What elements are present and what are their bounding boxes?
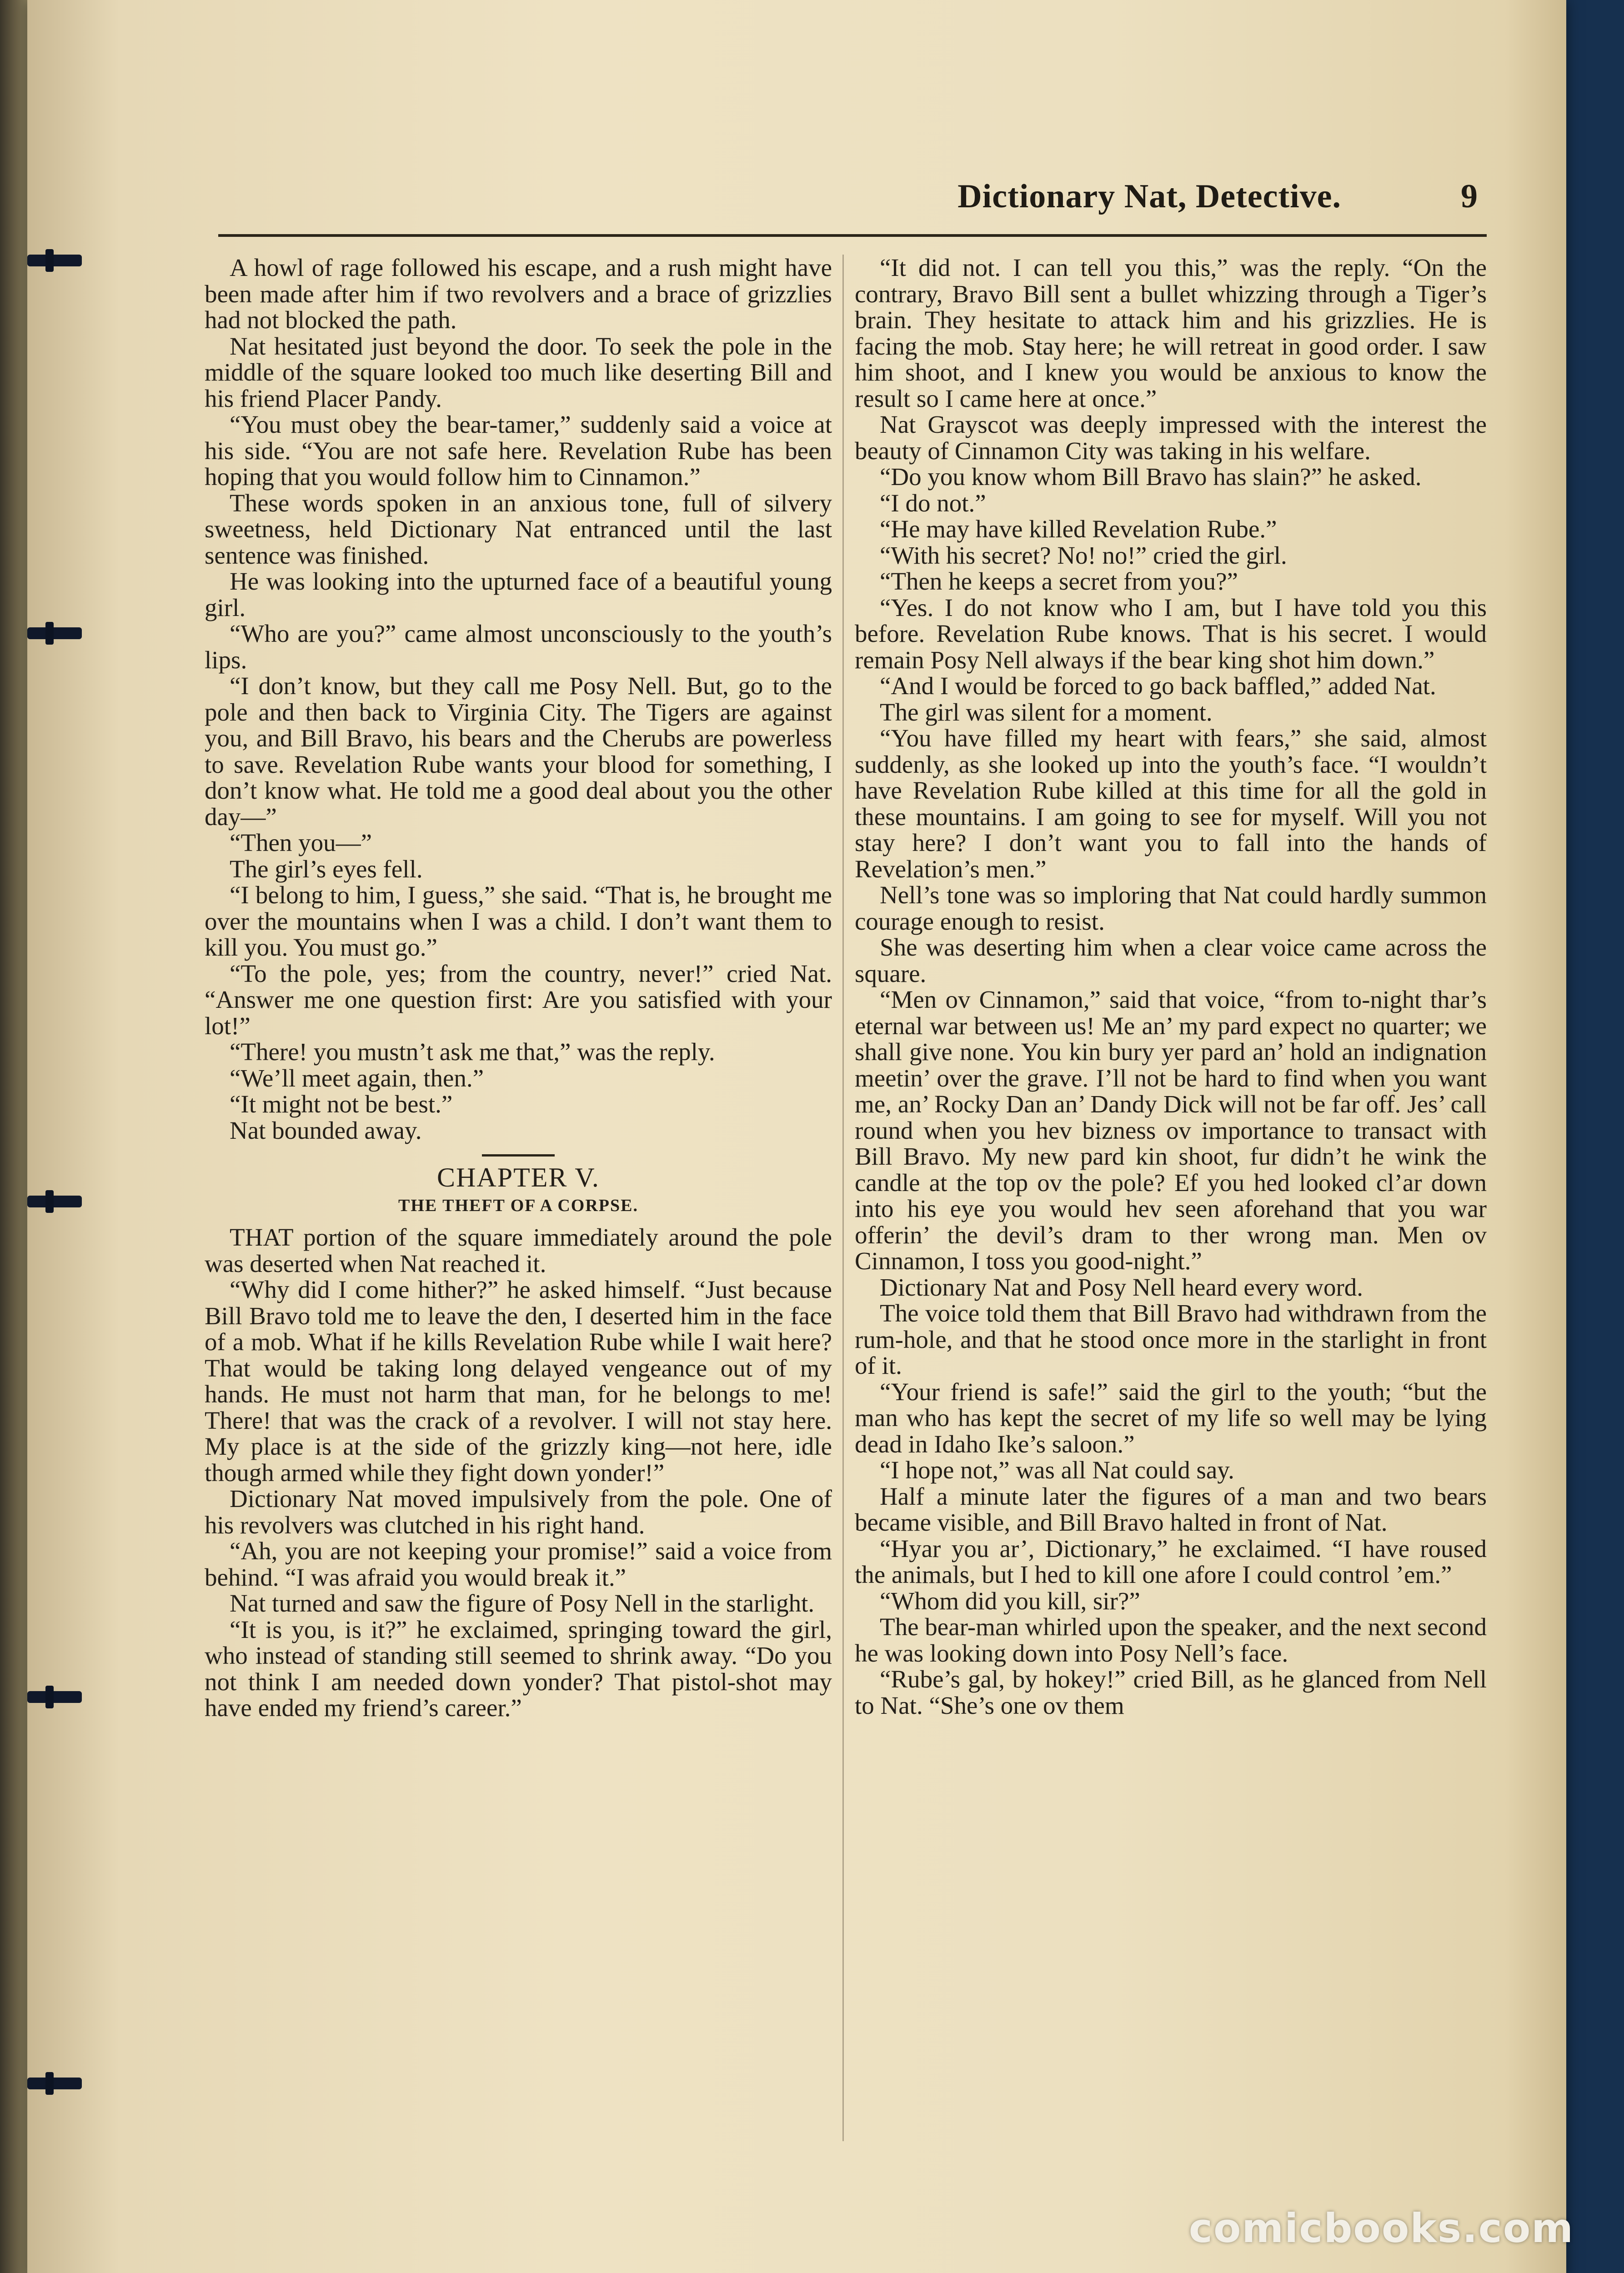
paragraph: “He may have killed Revelation Rube.” [880,515,1277,543]
paragraph: “I do not.” [880,489,986,517]
binding-stitch [27,1691,82,1703]
chapter-subtitle: THE THEFT OF A CORPSE. [398,1196,638,1215]
paragraph: He was looking into the upturned face of a beautiful young girl. [205,567,832,621]
paragraph: The girl was silent for a moment. [880,698,1213,726]
running-title: Dictionary Nat, Detective. [957,178,1341,215]
paragraph: “I don’t know, but they call me Posy Nell. But, go to the pole and then back to Virginia City. The Tigers are against you, and Bill Bravo, his bears and the Cherubs are powerless to save. Revelation Rube wants your blood for something, I don’t know what. He told me a good deal about you the other day—” [205,672,832,831]
paragraph: “Why did I come hither?” he asked himself. “Just because Bill Bravo told me to leave the den, I deserted him in the face of a mob. What if he kills Revelation Rube while I wait here? That would be taking long delayed vengeance out of my hands. He must not harm that man, for he belongs to me! There! that was the crack of a revolver. I will not stay here. My place is at the side of the grizzly king—not here, idle though armed while they fight down yonder!” [205,1276,832,1487]
paragraph: “Rube’s gal, by hokey!” cried Bill, as he glanced from Nell to Nat. “She’s one ov them [855,1665,1487,1719]
paragraph: “It is you, is it?” he exclaimed, springing toward the girl, who instead of standing still seemed to shrink away. “Do you not think I am needed down yonder? That pistol-shot may have ended my friend’s career.” [205,1615,832,1722]
paragraph: Nat Grayscot was deeply impressed with the interest the beauty of Cinnamon City was taking in his welfare. [855,411,1487,465]
binding-stitch [27,627,82,639]
paragraph: “Ah, you are not keeping your promise!” said a voice from behind. “I was afraid you would break it.” [205,1537,832,1591]
running-header [218,173,1487,227]
paragraph: THAT portion of the square immediately around the pole was deserted when Nat reached it. [205,1223,832,1277]
binding-edge [0,0,27,2273]
left-column [205,255,832,2128]
paragraph: Dictionary Nat moved impulsively from the pole. One of his revolvers was clutched in his right hand. [205,1485,832,1539]
paragraph: “Whom did you kill, sir?” [880,1587,1140,1615]
paragraph: “And I would be forced to go back baffled,” added Nat. [880,672,1436,700]
paragraph: Nat bounded away. [230,1116,422,1144]
page-number: 9 [1461,178,1478,215]
paragraph: “There! you mustn’t ask me that,” was the reply. [230,1038,715,1066]
paragraph: Nat hesitated just beyond the door. To seek the pole in the middle of the square looked too much like deserting Bill and his friend Placer Pandy. [205,332,832,412]
chapter-divider [482,1154,555,1157]
paragraph: “We’ll meet again, then.” [230,1064,484,1092]
paragraph: “You have filled my heart with fears,” she said, almost suddenly, as she looked up into the youth’s face. “I wouldn’t have Revelation Rube killed at this time for all the gold in these mountains. I am going to see for myself. Will you not stay here? I don’t want you to fall into the hands of Revelation’s men.” [855,724,1487,883]
binding-stitch [27,1196,82,1207]
chapter-title: CHAPTER V. [437,1162,600,1192]
paragraph: “To the pole, yes; from the country, never!” cried Nat. “Answer me one question first: Are you satisfied with your lot!” [205,959,832,1040]
paragraph: Nat turned and saw the figure of Posy Nell in the starlight. [230,1589,815,1617]
paragraph: “I hope not,” was all Nat could say. [880,1456,1234,1484]
paragraph: “I belong to him, I guess,” she said. “That is, he brought me over the mountains when I was a child. I don’t want them to kill you. You must go.” [205,881,832,961]
paragraph: “It might not be best.” [230,1090,453,1118]
paragraph: “You must obey the bear-tamer,” suddenly said a voice at his side. “You are not safe here. Revelation Rube has been hoping that you would follow him to Cinnamon.” [205,411,832,491]
paragraph: Nell’s tone was so imploring that Nat could hardly summon courage enough to resist. [855,881,1487,935]
right-column [855,255,1487,2128]
paragraph: “Then he keeps a secret from you?” [880,567,1238,595]
paragraph: These words spoken in an anxious tone, full of silvery sweetness, held Dictionary Nat entranced until the last sentence was finished. [205,489,832,569]
paragraph: The voice told them that Bill Bravo had withdrawn from the rum-hole, and that he stood once more in the starlight in front of it. [855,1299,1487,1379]
paragraph: “Do you know whom Bill Bravo has slain?” he asked. [880,463,1422,491]
paragraph: A howl of rage followed his escape, and a rush might have been made after him if two revolvers and a brace of grizzlies had not blocked the path. [205,255,832,334]
column-gutter [842,255,844,2141]
paragraph: “Then you—” [230,829,372,856]
binding-stitch [27,2078,82,2089]
paragraph: “With his secret? No! no!” cried the girl. [880,541,1287,569]
paragraph: Half a minute later the figures of a man and two bears became visible, and Bill Bravo halted in front of Nat. [855,1482,1487,1536]
paragraph: “Hyar you ar’, Dictionary,” he exclaimed. “I have roused the animals, but I hed to kill one afore I could control ’em.” [855,1534,1487,1588]
paragraph: Dictionary Nat and Posy Nell heard every word. [880,1273,1363,1301]
paragraph: “Your friend is safe!” said the girl to the youth; “but the man who has kept the secret of my life so well may be lying dead in Idaho Ike’s saloon.” [855,1377,1487,1458]
paragraph: The girl’s eyes fell. [230,855,423,883]
paragraph: “Men ov Cinnamon,” said that voice, “from to-night thar’s eternal war between us! Me an’ my pard expect no quarter; we shall give none. You kin bury yer pard an’ hold an indignation meetin’ over the grave. I’ll not be hard to find when you want me, an’ Rocky Dan an’ Dandy Dick will not be far off. Jes’ call round when you hev bizness ov importance to transact with Bill Bravo. My new pard kin shoot, fur didn’t he wink the candle at the top ov the pole? Ef you hed looked cl’ar down into his eye you would hev seen aforehand that you war offerin’ the devil’s dram to ther wrong man. Men ov Cinnamon, I toss you good-night.” [855,986,1487,1275]
paragraph: “It did not. I can tell you this,” was the reply. “On the contrary, Bravo Bill sent a bullet whizzing through a Tiger’s brain. They hesitate to attack him and his grizzlies. He is facing the mob. Stay here; he will retreat in good order. I saw him shoot, and I knew you would be anxious to know the result so I came here at once.” [855,255,1487,412]
paragraph: “Yes. I do not know who I am, but I have told you this before. Revelation Rube knows. That is his secret. I would remain Posy Nell always if the bear king shot him down.” [855,593,1487,674]
binding-stitch [27,255,82,266]
paragraph: She was deserting him when a clear voice came across the square. [855,933,1487,987]
site-watermark: comicbooks.com [1188,2205,1574,2252]
paragraph: “Who are you?” came almost unconsciously to the youth’s lips. [205,620,832,674]
paragraph: The bear-man whirled upon the speaker, and the next second he was looking down into Posy Nell’s face. [855,1613,1487,1667]
header-rule [218,234,1487,237]
